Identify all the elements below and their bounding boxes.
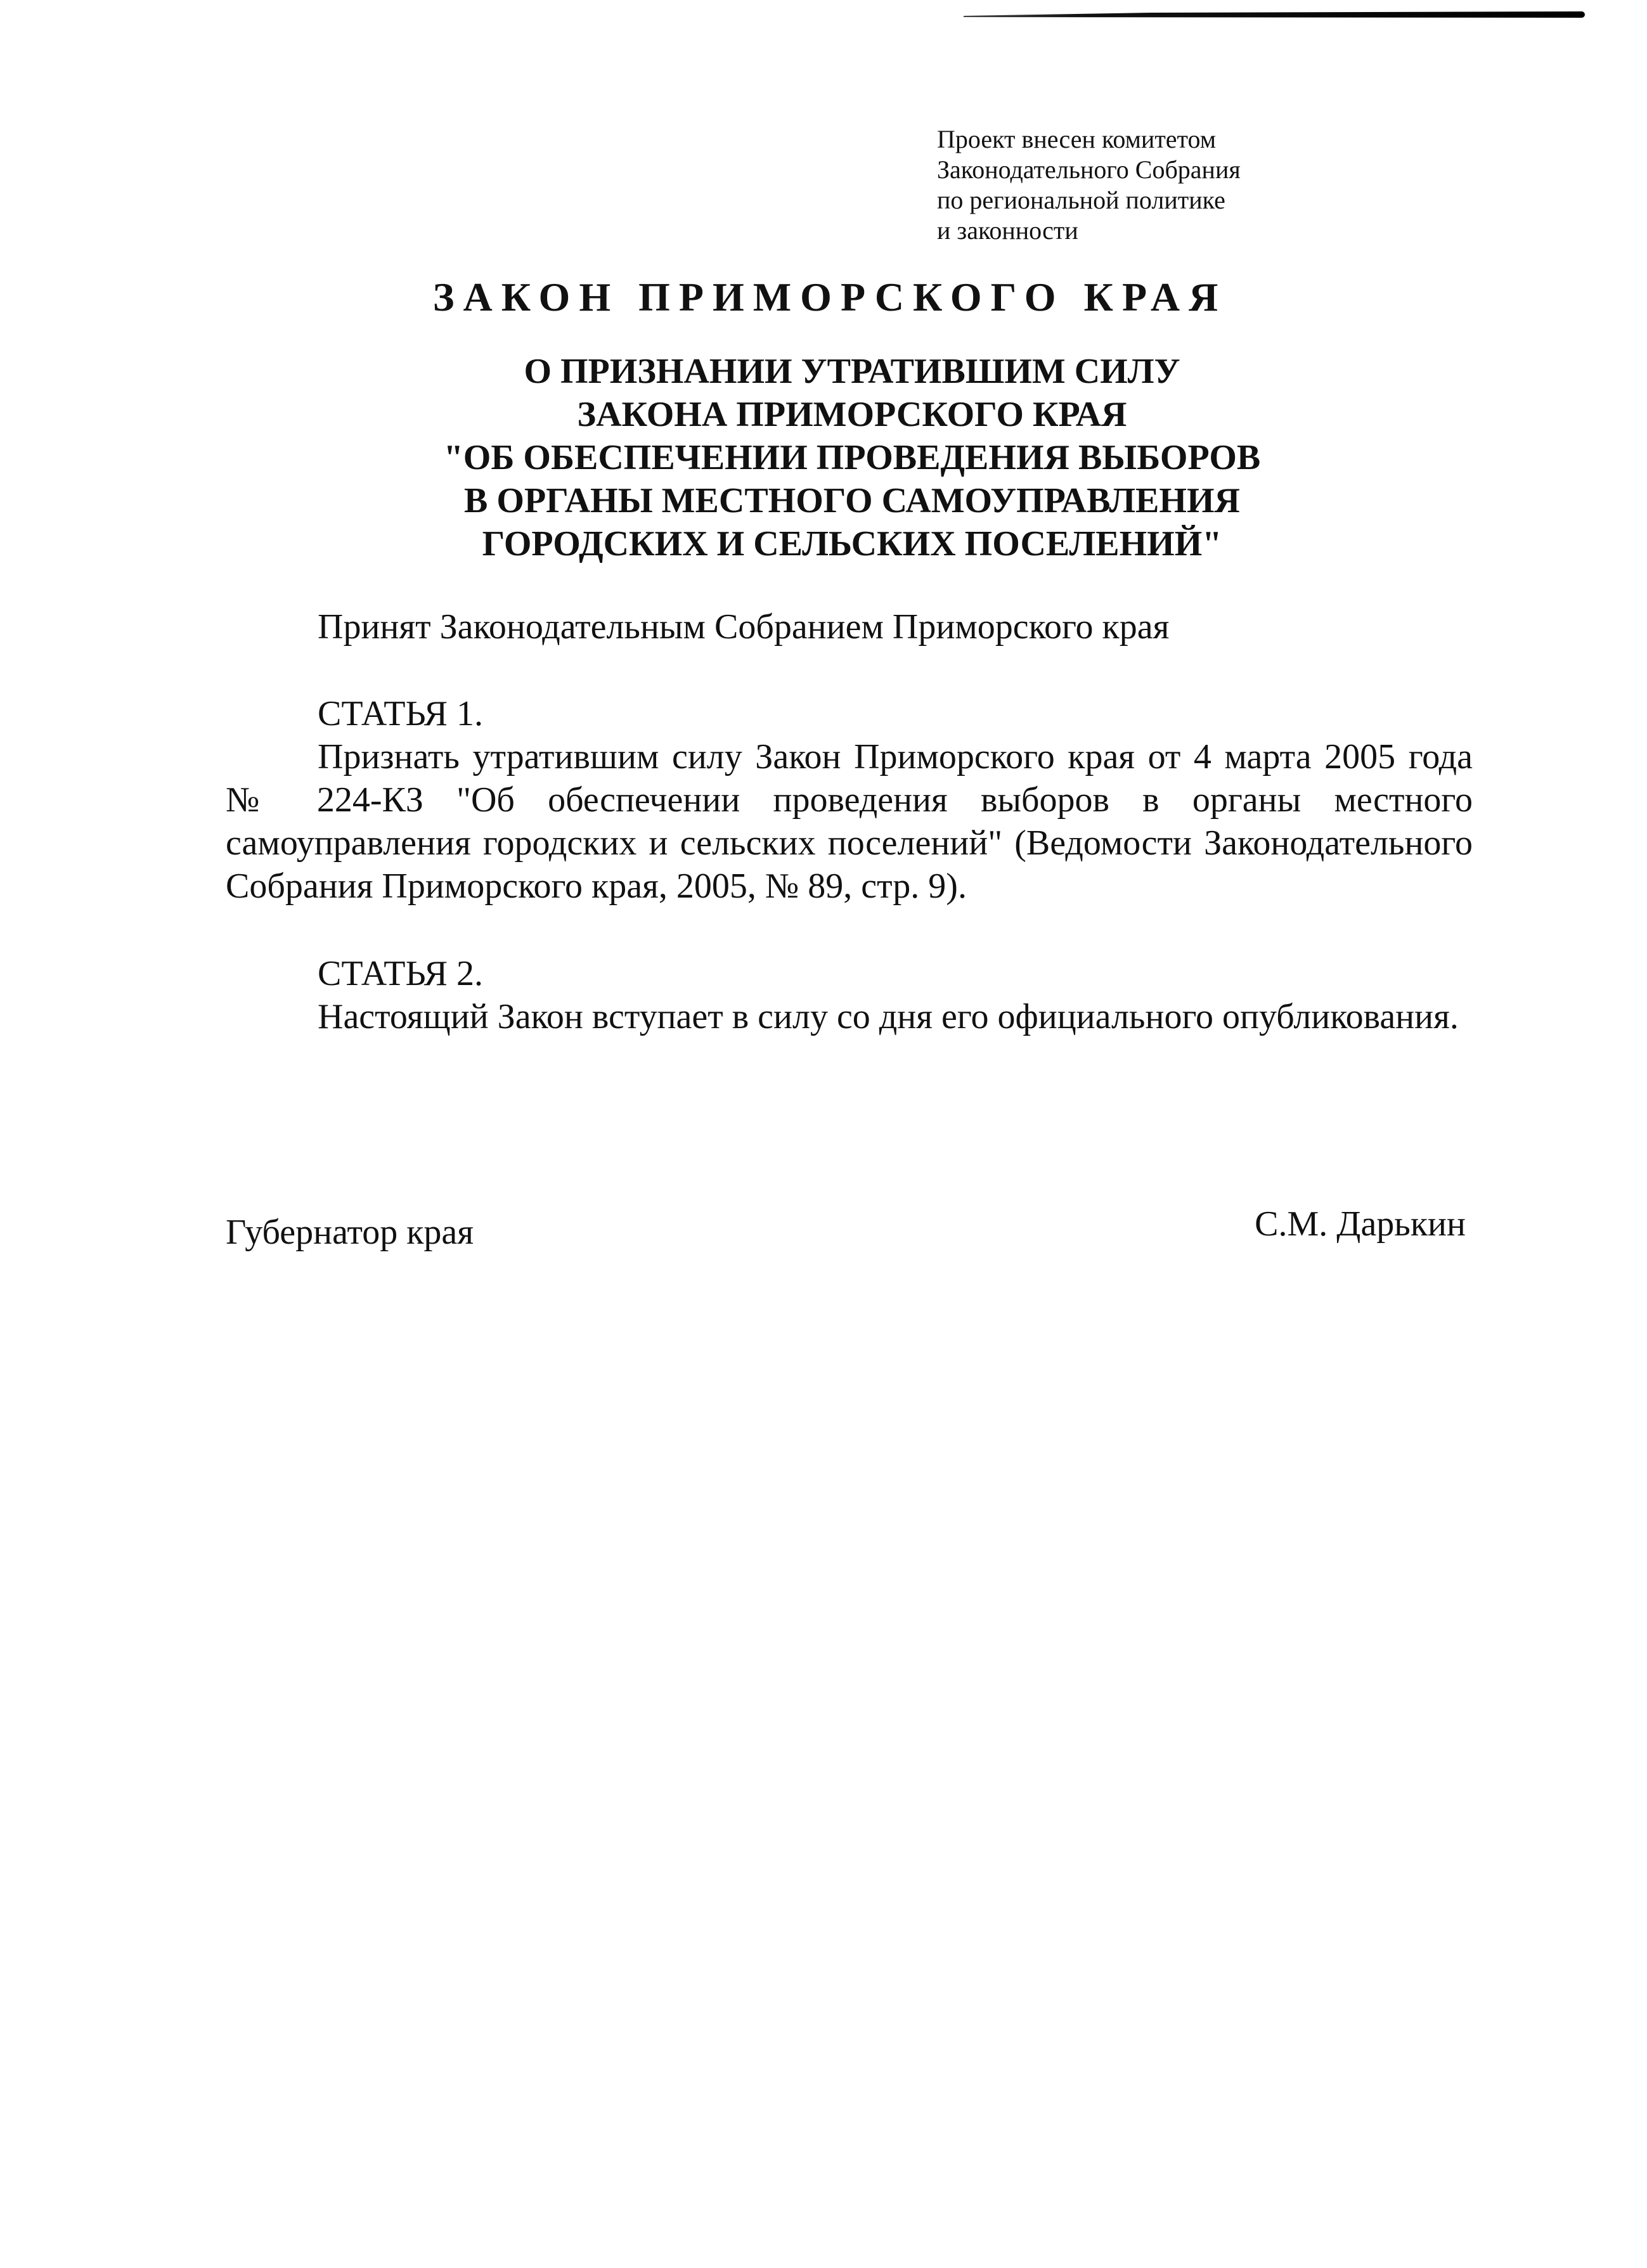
submission-note [937, 124, 1241, 246]
subtitle-line: ЗАКОНА ПРИМОРСКОГО КРАЯ [577, 395, 1127, 434]
subtitle-line: "ОБ ОБЕСПЕЧЕНИИ ПРОВЕДЕНИЯ ВЫБОРОВ [443, 438, 1261, 477]
article-1 [226, 692, 1473, 908]
submission-note-line: Законодательного Собрания [937, 155, 1241, 184]
document-subtitle [0, 350, 1647, 565]
subtitle-line: В ОРГАНЫ МЕСТНОГО САМОУПРАВЛЕНИЯ [464, 481, 1240, 520]
adoption-statement: Принят Законодательным Собранием Приморского края [318, 607, 1170, 647]
scan-edge-line [964, 11, 1585, 18]
signatory-position: Губернатор края [226, 1213, 474, 1252]
article-heading: СТАТЬЯ 1. [318, 694, 484, 733]
subtitle-line: ГОРОДСКИХ И СЕЛЬСКИХ ПОСЕЛЕНИЙ" [482, 524, 1222, 564]
submission-note-line: по региональной политике [937, 186, 1225, 214]
submission-note-line: и законности [937, 216, 1078, 245]
subtitle-line: О ПРИЗНАНИИ УТРАТИВШИМ СИЛУ [524, 352, 1180, 391]
signatory-name: С.М. Дарькин [1255, 1204, 1466, 1244]
article-heading: СТАТЬЯ 2. [318, 954, 484, 993]
document-title: ЗАКОН ПРИМОРСКОГО КРАЯ [432, 274, 1227, 319]
article-text: Признать утратившим силу Закон Приморского края от 4 марта 2005 года № 224-КЗ "Об обеспечении проведения выборов в органы местного самоуправления городских и сельских поселений" (Ведомости Законодательного Собрания Приморского края, 2005, № 89, стр. 9). [226, 737, 1473, 906]
article-text: Настоящий Закон вступает в силу со дня его официального опубликования. [318, 997, 1459, 1036]
submission-note-line: Проект внесен комитетом [937, 125, 1217, 153]
article-2 [226, 952, 1473, 1038]
